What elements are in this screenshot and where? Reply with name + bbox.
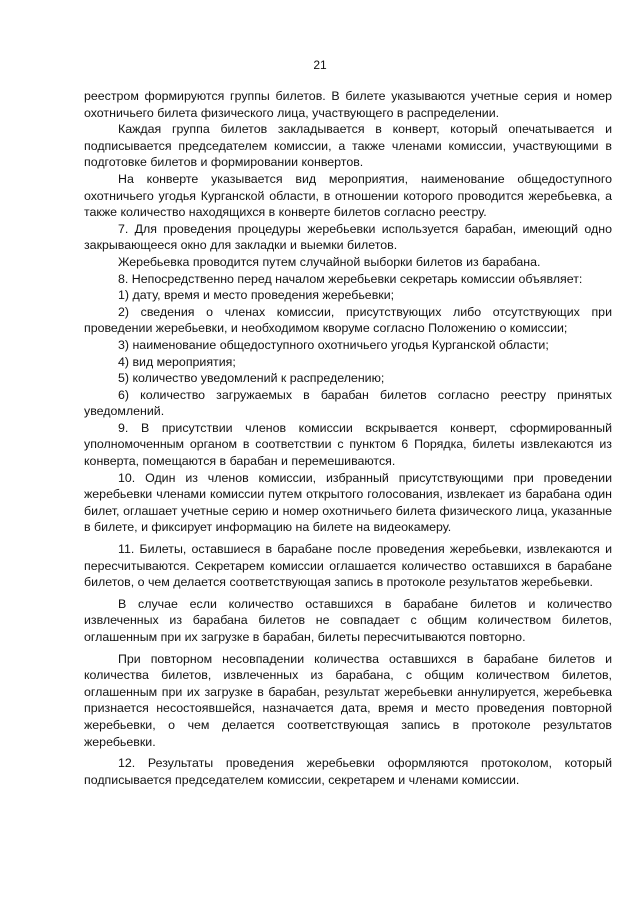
list-item: 4) вид мероприятия;	[118, 354, 236, 369]
paragraph: 12. Результаты проведения жеребьевки оформляются протоколом, который подписывается председателем комиссии, секретарем и членами комиссии.	[84, 756, 612, 787]
paragraph: реестром формируются группы билетов. В билете указываются учетные серия и номер охотничьего билета физического лица, участвующего в распределении.	[84, 89, 612, 120]
paragraph: Жеребьевка проводится путем случайной выборки билетов из барабана.	[118, 254, 541, 269]
paragraph: В случае если количество оставшихся в барабане билетов и количество извлеченных из барабана билетов не совпадает с общим количеством билетов, оглашенным при их загрузке в барабан, билеты пересчитываются повторно.	[84, 596, 612, 644]
list-item: 3) наименование общедоступного охотничьего угодья Курганской области;	[118, 337, 549, 352]
paragraph: При повторном несовпадении количества оставшихся в барабане билетов и количества билетов, извлеченных из барабана, с общим количеством билетов, оглашенным при их загрузке в барабан, результат жеребьевки аннулируется, жеребьевка признается несостоявшейся, назначается дата, время и место проведения повторной жеребьевки, о чем делается соответствующая запись в протоколе результатов жеребьевки.	[84, 651, 612, 749]
paragraph: 11. Билеты, оставшиеся в барабане после проведения жеребьевки, извлекаются и пересчитываются. Секретарем комиссии оглашается количество оставшихся в барабане билетов, о чем делается соответствующая запись в протоколе результатов жеребьевки.	[84, 542, 612, 590]
list-item: 6) количество загружаемых в барабан билетов согласно реестру принятых уведомлений.	[84, 387, 612, 419]
list-item: 5) количество уведомлений к распределению;	[118, 371, 385, 386]
document-body	[84, 88, 612, 788]
paragraph: На конверте указывается вид мероприятия, наименование общедоступного охотничьего угодья Курганской области, в отношении которого проводится жеребьевка, а также количество находящихся в конверте билетов согласно реестру.	[84, 171, 612, 220]
paragraph: 7. Для проведения процедуры жеребьевки используется барабан, имеющий одно закрывающееся окно для закладки и выемки билетов.	[84, 221, 612, 253]
paragraph: Каждая группа билетов закладывается в конверт, который опечатывается и подписывается председателем комиссии, а также членами комиссии, участвующими в подготовке билетов и формировании конвертов.	[84, 122, 612, 170]
paragraph: 9. В присутствии членов комиссии вскрывается конверт, сформированный уполномоченным органом в соответствии с пунктом 6 Порядка, билеты извлекаются из конверта, помещаются в барабан и перемешиваются.	[84, 420, 612, 469]
paragraph: 8. Непосредственно перед началом жеребьевки секретарь комиссии объявляет:	[118, 271, 583, 286]
paragraph: 10. Один из членов комиссии, избранный присутствующими при проведении жеребьевки членами комиссии путем открытого голосования, извлекает из барабана один билет, оглашает учетные серию и номер охотничьего билета физического лица, указанные в билете, и фиксирует информацию на билете на видеокамеру.	[84, 470, 612, 535]
page-number: 21	[313, 58, 327, 72]
list-item: 2) сведения о членах комиссии, присутствующих либо отсутствующих при проведении жеребьевки, и необходимом кворуме согласно Положению о комиссии;	[84, 304, 612, 336]
list-item: 1) дату, время и место проведения жеребьевки;	[118, 288, 395, 303]
